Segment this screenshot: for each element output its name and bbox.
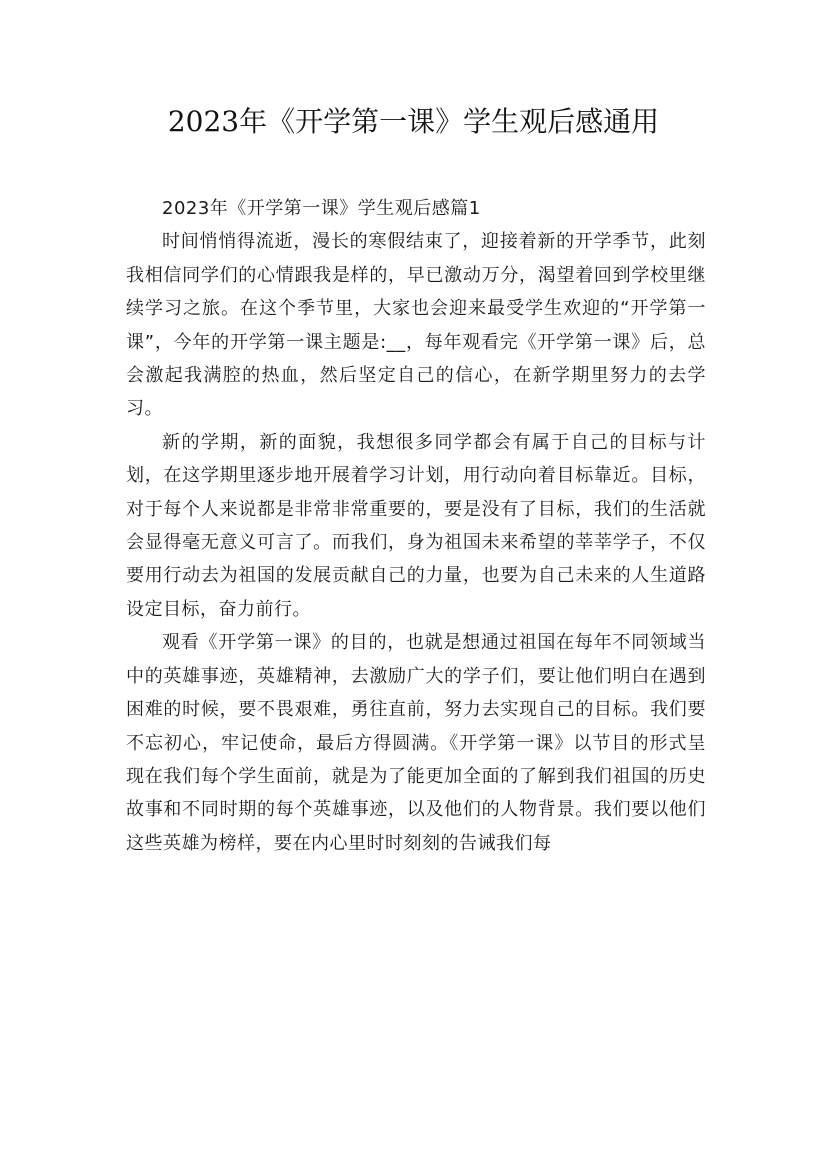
- document-body: [126, 192, 706, 860]
- paragraph-2: 新的学期，新的面貌，我想很多同学都会有属于自己的目标与计划，在这学期里逐步地开展着学习计划，用行动向着目标靠近。目标，对于每个人来说都是非常非常重要的，要是没有了目标，我们的生活就会显得毫无意义可言了。而我们，身为祖国未来希望的莘莘学子，不仅要用行动去为祖国的发展贡献自己的力量，也要为自己未来的人生道路设定目标，奋力前行。: [126, 431, 706, 620]
- paragraph-3: 观看《开学第一课》的目的，也就是想通过祖国在每年不同领域当中的英雄事迹，英雄精神，去激励广大的学子们，要让他们明白在遇到困难的时候，要不畏艰难，勇往直前，努力去实现自己的目标。我们要不忘初心，牢记使命，最后方得圆满。《开学第一课》以节目的形式呈现在我们每个学生面前，就是为了能更加全面的了解到我们祖国的历史故事和不同时期的每个英雄事迹，以及他们的人物背景。我们要以他们这些英雄为榜样，要在内心里时时刻刻的告诫我们每: [126, 632, 706, 854]
- section-heading: 2023年《开学第一课》学生观后感篇1: [162, 198, 481, 219]
- document-title: 2023年《开学第一课》学生观后感通用: [167, 105, 660, 138]
- paragraph-1: 时间悄悄得流逝，漫长的寒假结束了，迎接着新的开学季节，此刻我相信同学们的心情跟我是样的，早已激动万分，渴望着回到学校里继续学习之旅。在这个季节里，大家也会迎来最受学生欢迎的“开学第一课”，今年的开学第一课主题是:__，每年观看完《开学第一课》后，总会激起我满腔的热血，然后坚定自己的信心，在新学期里努力的去学习。: [126, 231, 706, 420]
